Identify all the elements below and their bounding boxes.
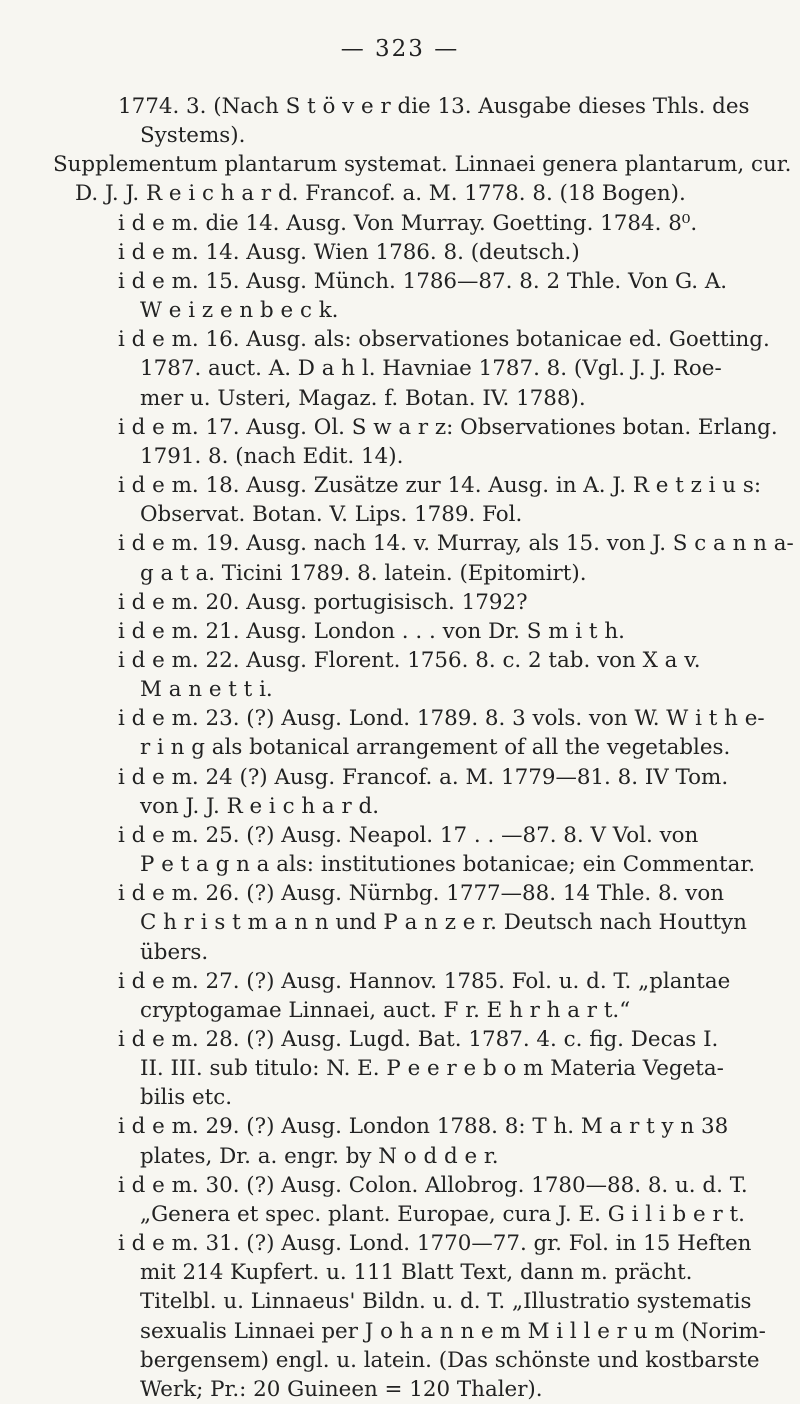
entry-line: i d e m. 20. Ausg. portugisisch. 1792? <box>118 589 528 615</box>
entry-line: von J. J. R e i c h a r d. <box>140 793 379 819</box>
entry-line: Supplementum plantarum systemat. Linnaei genera plantarum, cur. <box>53 152 792 178</box>
entry-line: i d e m. 21. Ausg. London . . . von Dr. S m i t h. <box>118 618 625 644</box>
entry-line: übers. <box>140 939 209 965</box>
entry-line: i d e m. 18. Ausg. Zusätze zur 14. Ausg. in A. J. R e t z i u s: <box>118 473 762 499</box>
entry-line: W e i z e n b e c k. <box>140 298 339 324</box>
bibliography-entry <box>118 967 778 1025</box>
bibliography-entry <box>118 209 778 238</box>
bibliography-entry <box>118 821 778 879</box>
bibliography-entry <box>118 325 778 412</box>
bibliography-entry <box>118 1025 778 1112</box>
bibliography-entry <box>118 588 778 617</box>
entry-line: Observat. Botan. V. Lips. 1789. Fol. <box>140 502 523 528</box>
bibliography-entry <box>53 150 792 208</box>
entry-line: i d e m. 14. Ausg. Wien 1786. 8. (deutsch.) <box>118 239 580 265</box>
entry-line: i d e m. 26. (?) Ausg. Nürnbg. 1777—88. 14 Thle. 8. von <box>118 881 724 907</box>
bibliography-entry <box>118 1229 778 1404</box>
entry-line: mer u. Usteri, Magaz. f. Botan. IV. 1788). <box>140 385 586 411</box>
entry-line: bilis etc. <box>140 1085 233 1111</box>
entry-line: g a t a. Ticini 1789. 8. latein. (Epitomirt). <box>140 560 587 586</box>
entry-line: plates, Dr. a. engr. by N o d d e r. <box>140 1143 499 1169</box>
entry-line: Werk; Pr.: 20 Guineen = 120 Thaler). <box>140 1376 543 1402</box>
entry-line: mit 214 Kupfert. u. 111 Blatt Text, dann m. prächt. <box>140 1260 693 1286</box>
entry-line: M a n e t t i. <box>140 677 273 703</box>
entry-line: bergensem) engl. u. latein. (Das schönste und kostbarste <box>140 1347 760 1373</box>
entry-line: P e t a g n a als: institutiones botanicae; ein Commentar. <box>140 852 756 878</box>
entry-line: i d e m. 15. Ausg. Münch. 1786—87. 8. 2 Thle. Von G. A. <box>118 268 728 294</box>
bibliography-entry <box>118 617 778 646</box>
entry-line: 1787. auct. A. D a h l. Havniae 1787. 8. (Vgl. J. J. Roe- <box>140 356 722 382</box>
entry-line: C h r i s t m a n n und P a n z e r. Deutsch nach Houttyn <box>140 910 747 936</box>
entry-line: i d e m. 31. (?) Ausg. Lond. 1770—77. gr. Fol. in 15 Heften <box>118 1231 752 1257</box>
entry-line: i d e m. 29. (?) Ausg. London 1788. 8: T h. M a r t y n 38 <box>118 1114 729 1140</box>
entry-line: D. J. J. R e i c h a r d. Francof. a. M. 1778. 8. (18 Bogen). <box>75 181 686 207</box>
bibliography-entry <box>118 1171 778 1229</box>
entry-line: „Genera et spec. plant. Europae, cura J. E. G i l i b e r t. <box>140 1201 745 1227</box>
bibliography-entry <box>118 879 778 966</box>
bibliography-text <box>53 92 794 1404</box>
bibliography-entry <box>118 471 778 529</box>
entry-line: i d e m. 25. (?) Ausg. Neapol. 17 . . —87. 8. V Vol. von <box>118 822 699 848</box>
entry-line: sexualis Linnaei per J o h a n n e m M i l l e r u m (Norim- <box>140 1318 766 1344</box>
bibliography-entry <box>118 646 778 704</box>
entry-line: Systems). <box>140 123 246 149</box>
entry-line: i d e m. 16. Ausg. als: observationes botanicae ed. Goetting. <box>118 327 770 353</box>
entry-line: i d e m. 22. Ausg. Florent. 1756. 8. c. 2 tab. von X a v. <box>118 647 701 673</box>
bibliography-entry <box>118 238 778 267</box>
entry-line: i d e m. 28. (?) Ausg. Lugd. Bat. 1787. 4. c. fig. Decas I. <box>118 1027 719 1052</box>
entry-line: 1774. 3. (Nach S t ö v e r die 13. Ausgabe dieses Thls. des <box>118 94 750 119</box>
entry-line: Titelbl. u. Linnaeus' Bildn. u. d. T. „Illustratio systematis <box>140 1289 752 1315</box>
entry-line: i d e m. 17. Ausg. Ol. S w a r z: Observationes botan. Erlang. <box>118 414 778 440</box>
bibliography-entry <box>118 1112 778 1170</box>
entry-line: i d e m. die 14. Ausg. Von Murray. Goetting. 1784. 8⁰. <box>118 210 698 236</box>
page-number: — 323 — <box>340 36 460 62</box>
entry-line: r i n g als botanical arrangement of all the vegetables. <box>140 735 731 761</box>
bibliography-entry <box>118 92 778 150</box>
entry-line: i d e m. 23. (?) Ausg. Lond. 1789. 8. 3 vols. von W. W i t h e- <box>118 706 765 732</box>
bibliography-entry <box>118 529 794 587</box>
entry-line: i d e m. 19. Ausg. nach 14. v. Murray, als 15. von J. S c a n n a- <box>118 531 794 557</box>
entry-line: i d e m. 24 (?) Ausg. Francof. a. M. 1779—81. 8. IV Tom. <box>118 764 729 790</box>
bibliography-entry <box>118 413 778 471</box>
entry-line: 1791. 8. (nach Edit. 14). <box>140 443 404 469</box>
bibliography-entry <box>118 267 778 325</box>
bibliography-entry <box>118 763 778 821</box>
bibliography-entry <box>118 704 778 762</box>
entry-line: i d e m. 30. (?) Ausg. Colon. Allobrog. 1780—88. 8. u. d. T. <box>118 1172 748 1198</box>
entry-line: II. III. sub titulo: N. E. P e e r e b o m Materia Vegeta- <box>140 1056 724 1082</box>
entry-line: cryptogamae Linnaei, auct. F r. E h r h a r t.“ <box>140 997 631 1023</box>
entry-line: i d e m. 27. (?) Ausg. Hannov. 1785. Fol. u. d. T. „plantae <box>118 968 731 994</box>
